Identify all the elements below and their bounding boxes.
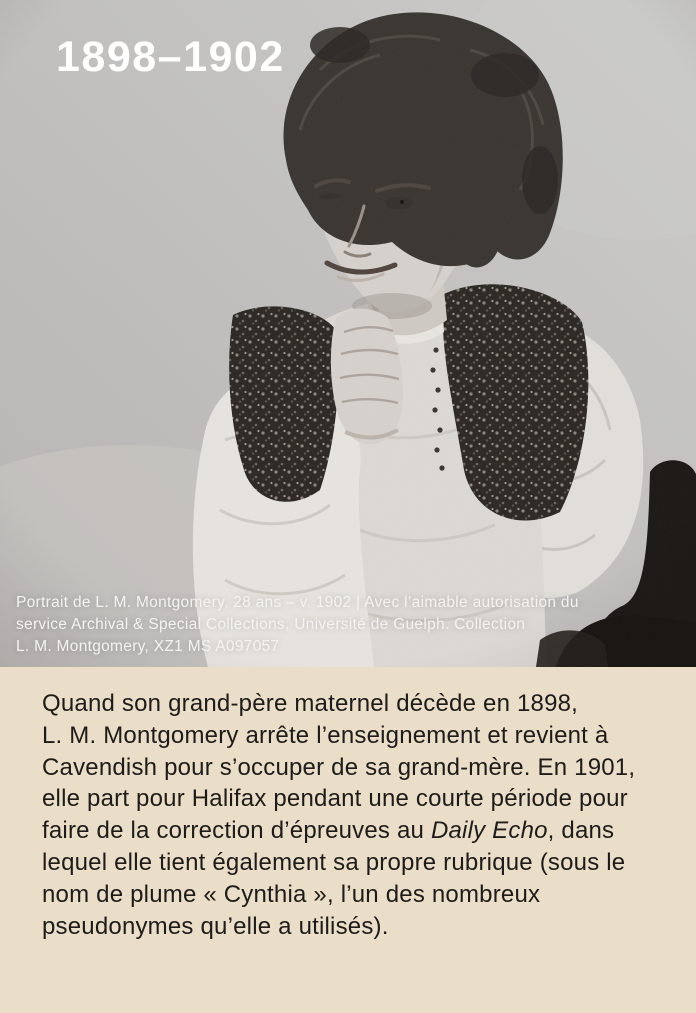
caption-line: L. M. Montgomery, XZ1 MS A097057: [16, 638, 280, 655]
photo-caption: [16, 592, 656, 658]
caption-line: service Archival & Special Collections, Université de Guelph. Collection: [16, 616, 526, 633]
era-title: 1898–1902: [56, 33, 285, 81]
body-paragraph: Quand son grand-père maternel décède en 1898, L. M. Montgomery arrête l’enseignement et revient à Cavendish pour s’occuper de sa grand-mère. En 1901, elle part pour Halifax pendant une courte période pour faire de la correction d’épreuves au Daily Echo, dans lequel elle tient également sa propre rubrique (sous le nom de plume « Cynthia », l’un des nombreux pseudonymes qu’elle a utilisés).: [42, 690, 636, 940]
article-section: [0, 667, 696, 942]
caption-line: Portrait de L. M. Montgomery, 28 ans – v. 1902 | Avec l’aimable autorisation du: [16, 594, 579, 611]
